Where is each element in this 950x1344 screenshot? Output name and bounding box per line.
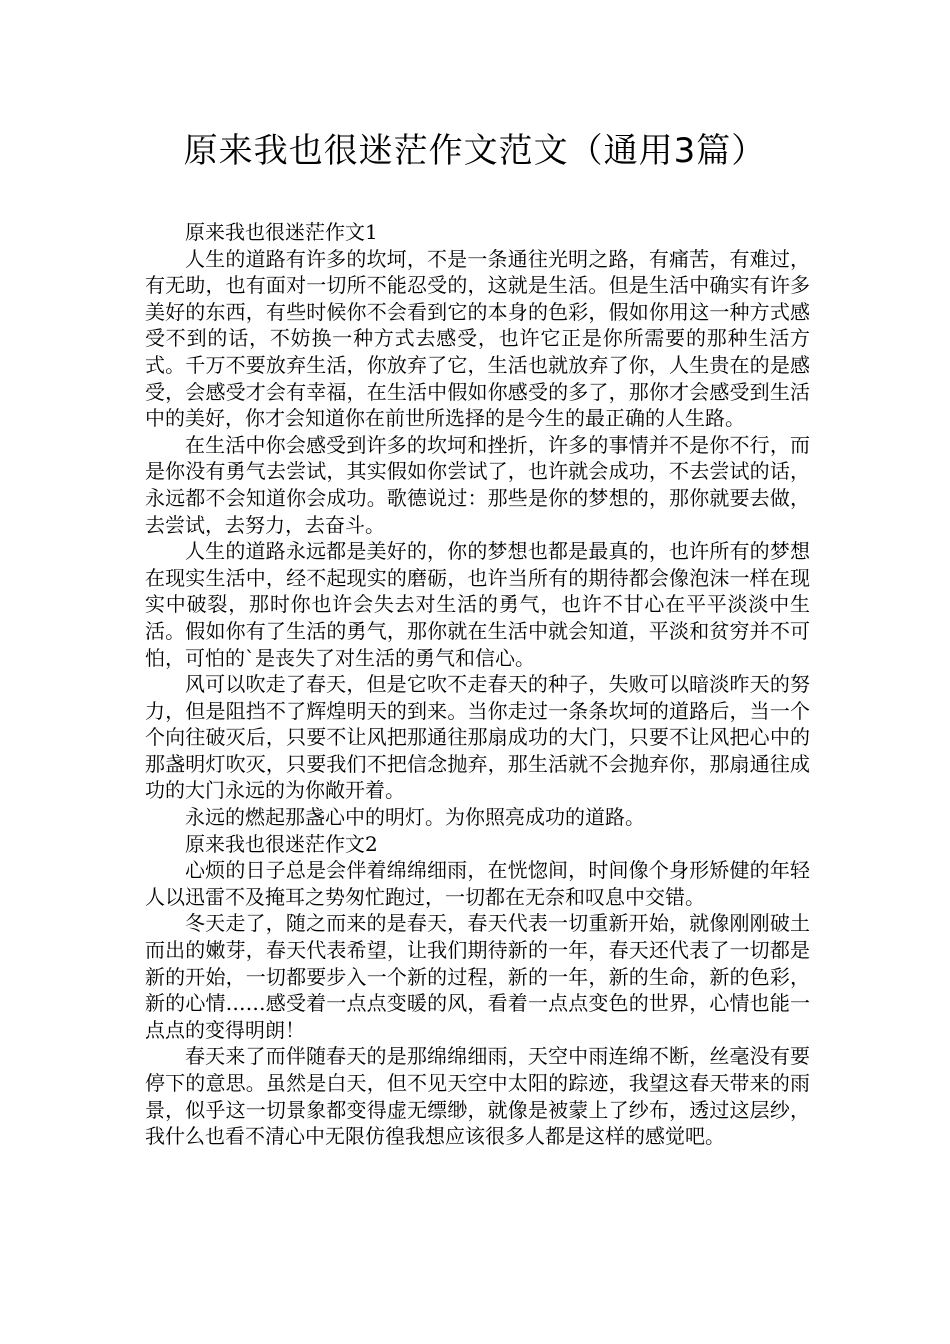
document-body [145,219,810,1150]
paragraph: 冬天走了，随之而来的是春天，春天代表一切重新开始，就像刚刚破土而出的嫩芽，春天代表希望，让我们期待新的一年，春天还代表了一切都是新的开始，一切都要步入一个新的过程，新的一年，新的生命，新的色彩，新的心情……感受着一点点变暖的风，看着一点点变色的世界，心情也能一点点的变得明朗！ [145,911,810,1042]
paragraph: 人生的道路有许多的坎坷，不是一条通往光明之路，有痛苦，有难过，有无助，也有面对一切所不能忍受的，这就是生活。但是生活中确实有许多美好的东西，有些时候你不会看到它的本身的色彩，假如你用这一种方式感受不到的话，不妨换一种方式去感受，也许它正是你所需要的那种生活方式。千万不要放弃生活，你放弃了它，生活也就放弃了你，人生贵在的是感受，会感受才会有幸福，在生活中假如你感受的多了，那你才会感受到生活中的美好，你才会知道你在前世所选择的是今生的最正确的人生路。 [145,246,810,431]
section-heading: 原来我也很迷茫作文2 [185,831,378,856]
paragraph: 风可以吹走了春天，但是它吹不走春天的种子，失败可以暗淡昨天的努力，但是阻挡不了辉煌明天的到来。当你走过一条条坎坷的道路后，当一个个向往破灭后，只要不让风把那通往那扇成功的大门，只要不让风把心中的那盏明灯吹灭，只要我们不把信念抛弃，那生活就不会抛弃你，那扇通往成功的大门永远的为你敞开着。 [145,672,810,803]
paragraph: 心烦的日子总是会伴着绵绵细雨，在恍惚间，时间像个身形矫健的年轻人以迅雷不及掩耳之势匆忙跑过，一切都在无奈和叹息中交错。 [145,858,810,909]
paragraph: 永远的燃起那盏心中的明灯。为你照亮成功的道路。 [185,805,645,830]
paragraph: 人生的道路永远都是美好的，你的梦想也都是最真的，也许所有的梦想在现实生活中，经不起现实的磨砺，也许当所有的期待都会像泡沫一样在现实中破裂，那时你也许会失去对生活的勇气，也许不甘心在平平淡淡中生活。假如你有了生活的勇气，那你就在生活中就会知道，平淡和贫穷并不可怕，可怕的`是丧失了对生活的勇气和信心。 [145,539,810,670]
paragraph: 在生活中你会感受到许多的坎坷和挫折，许多的事情并不是你不行，而是你没有勇气去尝试，其实假如你尝试了，也许就会成功，不去尝试的话，永远都不会知道你会成功。歌德说过：那些是你的梦想的，那你就要去做，去尝试，去努力，去奋斗。 [145,432,810,537]
section-heading: 原来我也很迷茫作文1 [185,220,378,244]
paragraph: 春天来了而伴随春天的是那绵绵细雨，天空中雨连绵不断，丝毫没有要停下的意思。虽然是白天，但不见天空中太阳的踪迹，我望这春天带来的雨景，似乎这一切景象都变得虚无缥缈，就像是被蒙上了纱布，透过这层纱，我什么也看不清心中无限仿徨我想应该很多人都是这样的感觉吧。 [145,1044,810,1149]
document-title: 原来我也很迷茫作文范文（通用3篇） [183,131,767,171]
